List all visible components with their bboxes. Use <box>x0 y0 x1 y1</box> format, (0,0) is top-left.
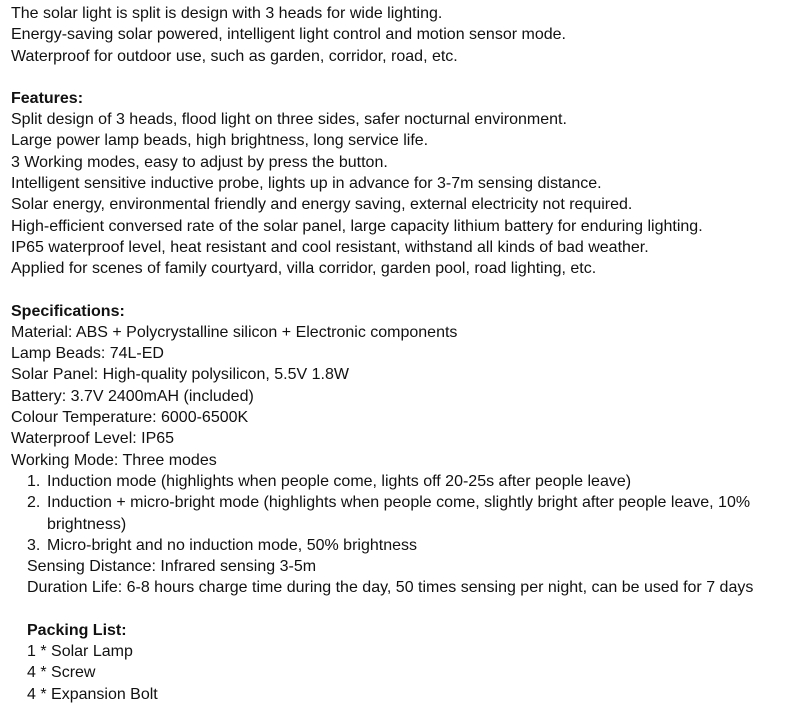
section-gap <box>11 280 796 301</box>
working-mode-item <box>11 535 796 556</box>
feature-item: Intelligent sensitive inductive probe, lights up in advance for 3-7m sensing distance. <box>11 175 602 193</box>
working-mode-item <box>11 471 796 492</box>
working-mode-item <box>11 492 796 535</box>
intro-line: The solar light is split is design with 3 heads for wide lighting. <box>11 5 443 22</box>
feature-item: Large power lamp beads, high brightness, long service life. <box>11 132 429 150</box>
packing-list-heading: Packing List: <box>27 621 127 639</box>
spec-duration-life: Duration Life: 6-8 hours charge time during the day, 50 times sensing per night, can be used for 7 days <box>27 579 754 597</box>
features-heading: Features: <box>11 89 84 107</box>
intro-section <box>11 3 796 67</box>
working-mode-list <box>11 471 796 556</box>
feature-item: High-efficient conversed rate of the solar panel, large capacity lithium battery for enduring lighting. <box>11 217 703 235</box>
mode-number: 3. <box>27 536 41 554</box>
packing-item: 1 * Solar Lamp <box>27 643 133 661</box>
feature-item: Split design of 3 heads, flood light on three sides, safer nocturnal environment. <box>11 111 567 129</box>
mode-number: 1. <box>27 472 41 490</box>
feature-item: Applied for scenes of family courtyard, villa corridor, garden pool, road lighting, etc. <box>11 260 597 278</box>
packing-list-section <box>11 620 796 705</box>
section-gap <box>11 599 796 620</box>
mode-text: Micro-bright and no induction mode, 50% brightness <box>47 536 417 554</box>
intro-line: Waterproof for outdoor use, such as garden, corridor, road, etc. <box>11 47 458 65</box>
feature-item: IP65 waterproof level, heat resistant and cool resistant, withstand all kinds of bad weather. <box>11 238 649 256</box>
specifications-heading: Specifications: <box>11 302 125 320</box>
feature-item: 3 Working modes, easy to adjust by press the button. <box>11 153 388 171</box>
mode-text: Induction mode (highlights when people come, lights off 20-25s after people leave) <box>47 472 632 490</box>
spec-lamp-beads: Lamp Beads: 74L-ED <box>11 345 164 363</box>
packing-item: 4 * Screw <box>27 664 96 682</box>
spec-material: Material: ABS + Polycrystalline silicon + Electronic components <box>11 323 458 341</box>
spec-working-mode: Working Mode: Three modes <box>11 451 217 469</box>
spec-colour-temperature: Colour Temperature: 6000-6500K <box>11 409 249 427</box>
spec-waterproof-level: Waterproof Level: IP65 <box>11 430 175 448</box>
feature-item: Solar energy, environmental friendly and energy saving, external electricity not required. <box>11 196 633 214</box>
specifications-section <box>11 301 796 599</box>
mode-text: Induction + micro-bright mode (highlights when people come, slightly bright after people leave, 10% brightness) <box>47 494 751 533</box>
spec-solar-panel: Solar Panel: High-quality polysilicon, 5.5V 1.8W <box>11 366 349 384</box>
mode-number: 2. <box>27 494 41 512</box>
features-section <box>11 88 796 280</box>
spec-sensing-distance: Sensing Distance: Infrared sensing 3-5m <box>27 558 317 576</box>
section-gap <box>11 67 796 88</box>
intro-line: Energy-saving solar powered, intelligent light control and motion sensor mode. <box>11 26 566 44</box>
product-description <box>11 3 796 705</box>
spec-battery: Battery: 3.7V 2400mAH (included) <box>11 387 254 405</box>
packing-item: 4 * Expansion Bolt <box>27 685 158 703</box>
